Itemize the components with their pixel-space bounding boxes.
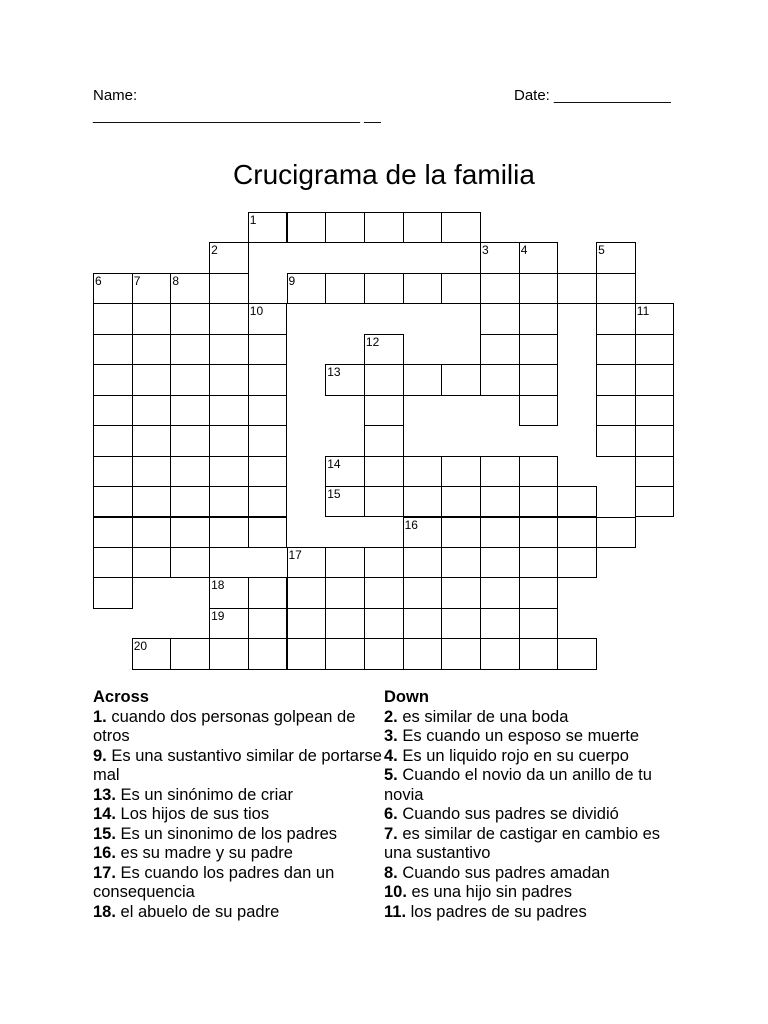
grid-cell[interactable]	[248, 303, 288, 334]
down-list	[384, 708, 684, 923]
grid-cell[interactable]	[364, 425, 404, 456]
grid-cell[interactable]	[287, 212, 327, 243]
down-clue	[384, 747, 684, 767]
grid-cell[interactable]	[248, 334, 288, 365]
cell-number: 3	[482, 243, 489, 258]
clue-text: es una hijo sin padres	[411, 883, 573, 901]
grid-cell[interactable]	[441, 638, 481, 669]
clue-number: 13.	[93, 785, 116, 804]
grid-cell[interactable]	[93, 425, 133, 456]
grid-cell[interactable]	[170, 638, 210, 669]
grid-cell[interactable]	[403, 577, 443, 608]
grid-cell[interactable]	[209, 242, 249, 273]
grid-cell[interactable]	[325, 273, 365, 304]
grid-cell[interactable]	[480, 334, 520, 365]
clue-number: 16.	[93, 844, 116, 862]
clue-number: 18.	[93, 902, 116, 921]
clue-number: 9.	[93, 746, 107, 765]
grid-cell[interactable]	[441, 486, 481, 517]
grid-cell[interactable]	[596, 242, 636, 273]
grid-cell[interactable]	[519, 303, 559, 334]
grid-cell[interactable]	[519, 334, 559, 365]
grid-cell[interactable]	[325, 212, 365, 243]
grid-cell[interactable]	[287, 577, 327, 608]
grid-cell[interactable]	[403, 608, 443, 639]
grid-cell[interactable]	[519, 395, 559, 426]
cell-number: 6	[95, 273, 102, 288]
grid-cell[interactable]	[248, 517, 288, 548]
cell-number: 13	[327, 365, 341, 380]
grid-cell[interactable]	[519, 608, 559, 639]
grid-cell[interactable]	[132, 303, 172, 334]
grid-cell[interactable]	[248, 577, 288, 608]
grid-cell[interactable]	[93, 577, 133, 608]
grid-cell[interactable]	[635, 425, 675, 456]
grid-cell[interactable]	[209, 486, 249, 517]
across-clue	[93, 825, 385, 845]
clue-text: Es una sustantivo similar de portarse mal	[93, 746, 382, 784]
clue-text: Es cuando los padres dan un consequencia	[93, 863, 335, 901]
grid-cell[interactable]	[596, 425, 636, 456]
clue-text: el abuelo de su padre	[120, 902, 280, 921]
grid-cell[interactable]	[635, 456, 675, 487]
grid-cell[interactable]	[480, 577, 520, 608]
clue-text: Es cuando un esposo se muerte	[402, 727, 640, 745]
grid-cell[interactable]	[519, 273, 559, 304]
clue-text: es similar de castigar en cambio es una sustantivo	[384, 824, 661, 862]
grid-cell[interactable]	[441, 577, 481, 608]
grid-cell[interactable]	[325, 638, 365, 669]
grid-cell[interactable]	[93, 395, 133, 426]
grid-cell[interactable]	[325, 608, 365, 639]
grid-cell[interactable]	[519, 517, 559, 548]
grid-cell[interactable]	[170, 425, 210, 456]
down-clue	[384, 805, 684, 825]
clue-number: 7.	[384, 824, 398, 843]
grid-cell[interactable]	[325, 486, 365, 517]
grid-cell[interactable]	[364, 395, 404, 426]
grid-cell[interactable]	[93, 456, 133, 487]
grid-cell[interactable]	[248, 212, 288, 243]
grid-cell[interactable]	[557, 638, 597, 669]
down-clue	[384, 708, 684, 728]
clue-text: Es un sinonimo de los padres	[120, 824, 337, 843]
grid-cell[interactable]	[480, 486, 520, 517]
grid-cell[interactable]	[441, 273, 481, 304]
grid-cell[interactable]	[519, 638, 559, 669]
date-label: Date:	[514, 87, 550, 104]
grid-cell[interactable]	[93, 334, 133, 365]
grid-cell[interactable]	[403, 212, 443, 243]
grid-cell[interactable]	[480, 517, 520, 548]
clue-number: 15.	[93, 824, 116, 843]
grid-cell[interactable]	[403, 486, 443, 517]
grid-cell[interactable]	[635, 334, 675, 365]
grid-cell[interactable]	[132, 425, 172, 456]
grid-cell[interactable]	[248, 456, 288, 487]
grid-cell[interactable]	[557, 547, 597, 578]
clue-text: los padres de su padres	[410, 902, 587, 921]
grid-cell[interactable]	[364, 364, 404, 395]
grid-cell[interactable]	[635, 364, 675, 395]
down-clue	[384, 883, 684, 903]
grid-cell[interactable]	[170, 334, 210, 365]
page-title: Crucigrama de la familia	[233, 159, 535, 190]
cell-number: 8	[172, 273, 180, 288]
across-clue	[93, 805, 385, 825]
grid-cell[interactable]	[209, 395, 249, 426]
clue-number: 6.	[384, 805, 398, 823]
grid-cell[interactable]	[441, 364, 481, 395]
grid-cell[interactable]	[480, 456, 520, 487]
grid-cell[interactable]	[209, 364, 249, 395]
cell-number: 9	[288, 273, 296, 288]
grid-cell[interactable]	[480, 242, 520, 273]
grid-cell[interactable]	[170, 303, 210, 334]
grid-cell[interactable]	[209, 334, 249, 365]
grid-cell[interactable]	[596, 364, 636, 395]
across-heading: Across	[93, 688, 149, 706]
cell-number: 10	[249, 304, 264, 319]
grid-cell[interactable]	[209, 273, 249, 304]
grid-cell[interactable]	[441, 212, 481, 243]
grid-cell[interactable]	[519, 547, 559, 578]
grid-cell[interactable]	[209, 456, 249, 487]
clue-text: Cuando el novio da un anillo de tu novia	[384, 766, 652, 804]
cell-number: 19	[211, 608, 225, 623]
clue-number: 2.	[384, 707, 398, 726]
grid-cell[interactable]	[209, 425, 249, 456]
clue-number: 4.	[384, 746, 398, 765]
grid-cell[interactable]	[248, 638, 288, 669]
cell-number: 12	[365, 334, 380, 349]
grid-cell[interactable]	[325, 547, 365, 578]
grid-cell[interactable]	[480, 547, 520, 578]
grid-cell[interactable]	[93, 547, 133, 578]
grid-cell[interactable]	[403, 273, 443, 304]
clue-text: Es un liquido rojo en su cuerpo	[402, 746, 629, 765]
clue-number: 3.	[384, 727, 398, 745]
across-clue	[93, 864, 385, 903]
across-list	[93, 708, 385, 923]
grid-cell[interactable]	[93, 486, 133, 517]
across-clue	[93, 786, 385, 806]
grid-cell[interactable]	[480, 303, 520, 334]
grid-cell[interactable]	[441, 547, 481, 578]
grid-cell[interactable]	[441, 456, 481, 487]
grid-cell[interactable]	[519, 577, 559, 608]
grid-cell[interactable]	[248, 486, 288, 517]
grid-cell[interactable]	[93, 364, 133, 395]
clue-number: 14.	[93, 805, 116, 823]
grid-cell[interactable]	[635, 486, 675, 517]
grid-cell[interactable]	[364, 273, 404, 304]
name-line[interactable]: ________________________________ __	[93, 107, 381, 124]
across-clue	[93, 747, 385, 786]
grid-cell[interactable]	[325, 456, 365, 487]
cell-number: 2	[211, 243, 218, 258]
grid-cell[interactable]	[364, 334, 404, 365]
clue-text: es similar de una boda	[402, 707, 569, 726]
grid-cell[interactable]	[132, 364, 172, 395]
grid-cell[interactable]	[93, 517, 133, 548]
grid-cell[interactable]	[364, 486, 404, 517]
across-clues	[93, 688, 385, 922]
grid-cell[interactable]	[132, 456, 172, 487]
cell-number: 18	[211, 578, 225, 593]
grid-cell[interactable]	[248, 425, 288, 456]
grid-cell[interactable]	[557, 273, 597, 304]
grid-cell[interactable]	[209, 303, 249, 334]
grid-cell[interactable]	[287, 638, 327, 669]
grid-cell[interactable]	[519, 486, 559, 517]
grid-cell[interactable]	[325, 577, 365, 608]
grid-cell[interactable]	[480, 364, 520, 395]
grid-cell[interactable]	[441, 608, 481, 639]
grid-cell[interactable]	[635, 395, 675, 426]
grid-cell[interactable]	[248, 608, 288, 639]
grid-cell[interactable]	[596, 303, 636, 334]
grid-cell[interactable]	[403, 364, 443, 395]
cell-number: 11	[636, 304, 650, 319]
clue-text: Cuando sus padres amadan	[402, 863, 610, 882]
grid-cell[interactable]	[170, 456, 210, 487]
grid-cell[interactable]	[364, 547, 404, 578]
cell-number: 20	[133, 639, 148, 654]
grid-cell[interactable]	[364, 608, 404, 639]
grid-cell[interactable]	[635, 303, 675, 334]
clue-number: 10.	[384, 883, 407, 901]
grid-cell[interactable]	[132, 638, 172, 669]
grid-cell[interactable]	[132, 547, 172, 578]
grid-cell[interactable]	[209, 608, 249, 639]
grid-cell[interactable]	[403, 638, 443, 669]
grid-cell[interactable]	[403, 456, 443, 487]
grid-cell[interactable]	[403, 517, 443, 548]
grid-cell[interactable]	[170, 395, 210, 426]
grid-cell[interactable]	[132, 395, 172, 426]
grid-cell[interactable]	[480, 608, 520, 639]
grid-cell[interactable]	[287, 273, 327, 304]
grid-cell[interactable]	[557, 486, 597, 517]
clue-text: Cuando sus padres se dividió	[402, 805, 619, 823]
grid-cell[interactable]	[93, 273, 133, 304]
grid-cell[interactable]	[557, 517, 597, 548]
clue-text: es su madre y su padre	[120, 844, 293, 862]
down-clues	[384, 688, 684, 922]
grid-cell[interactable]	[170, 486, 210, 517]
grid-cell[interactable]	[441, 517, 481, 548]
grid-cell[interactable]	[287, 608, 327, 639]
grid-cell[interactable]	[132, 486, 172, 517]
clue-text: Los hijos de sus tios	[120, 805, 270, 823]
grid-cell[interactable]	[325, 364, 365, 395]
down-clue	[384, 825, 684, 864]
across-clue	[93, 844, 385, 864]
grid-cell[interactable]	[170, 364, 210, 395]
grid-cell[interactable]	[596, 273, 636, 304]
cell-number: 17	[288, 547, 302, 562]
grid-cell[interactable]	[519, 456, 559, 487]
down-clue	[384, 766, 684, 805]
clue-text: cuando dos personas golpean de otros	[93, 707, 356, 745]
grid-cell[interactable]	[132, 517, 172, 548]
down-clue	[384, 864, 684, 884]
grid-cell[interactable]	[596, 517, 636, 548]
grid-cell[interactable]	[170, 517, 210, 548]
grid-cell[interactable]	[287, 547, 327, 578]
grid-cell[interactable]	[364, 212, 404, 243]
grid-cell[interactable]	[209, 638, 249, 669]
grid-cell[interactable]	[403, 547, 443, 578]
cell-number: 15	[327, 487, 341, 502]
grid-cell[interactable]	[596, 395, 636, 426]
across-clue	[93, 708, 385, 747]
clue-number: 8.	[384, 863, 398, 882]
cell-number: 14	[327, 456, 341, 471]
grid-cell[interactable]	[170, 273, 210, 304]
grid-cell[interactable]	[132, 334, 172, 365]
across-clue	[93, 903, 385, 923]
grid-cell[interactable]	[364, 638, 404, 669]
grid-cell[interactable]	[248, 395, 288, 426]
grid-cell[interactable]	[209, 517, 249, 548]
cell-number: 16	[404, 517, 418, 532]
grid-cell[interactable]	[248, 364, 288, 395]
grid-cell[interactable]	[480, 638, 520, 669]
grid-cell[interactable]	[364, 577, 404, 608]
clue-number: 5.	[384, 766, 398, 784]
cell-number: 4	[520, 243, 528, 258]
grid-cell[interactable]	[132, 273, 172, 304]
grid-cell[interactable]	[209, 577, 249, 608]
cell-number: 7	[133, 273, 141, 288]
grid-cell[interactable]	[364, 456, 404, 487]
down-clue	[384, 903, 684, 923]
name-label: Name:	[93, 87, 138, 104]
date-line[interactable]: ______________	[554, 87, 671, 104]
clue-text: Es un sinónimo de criar	[120, 785, 293, 804]
cell-number: 5	[598, 243, 605, 258]
grid-cell[interactable]	[170, 547, 210, 578]
cell-number: 1	[249, 213, 257, 227]
grid-cell[interactable]	[93, 303, 133, 334]
clue-number: 17.	[93, 863, 116, 882]
clue-number: 1.	[93, 707, 107, 726]
down-heading: Down	[384, 688, 429, 706]
grid-cell[interactable]	[519, 364, 559, 395]
grid-cell[interactable]	[480, 273, 520, 304]
clue-number: 11.	[384, 902, 407, 921]
down-clue	[384, 727, 684, 747]
grid-cell[interactable]	[519, 242, 559, 273]
grid-cell[interactable]	[596, 334, 636, 365]
